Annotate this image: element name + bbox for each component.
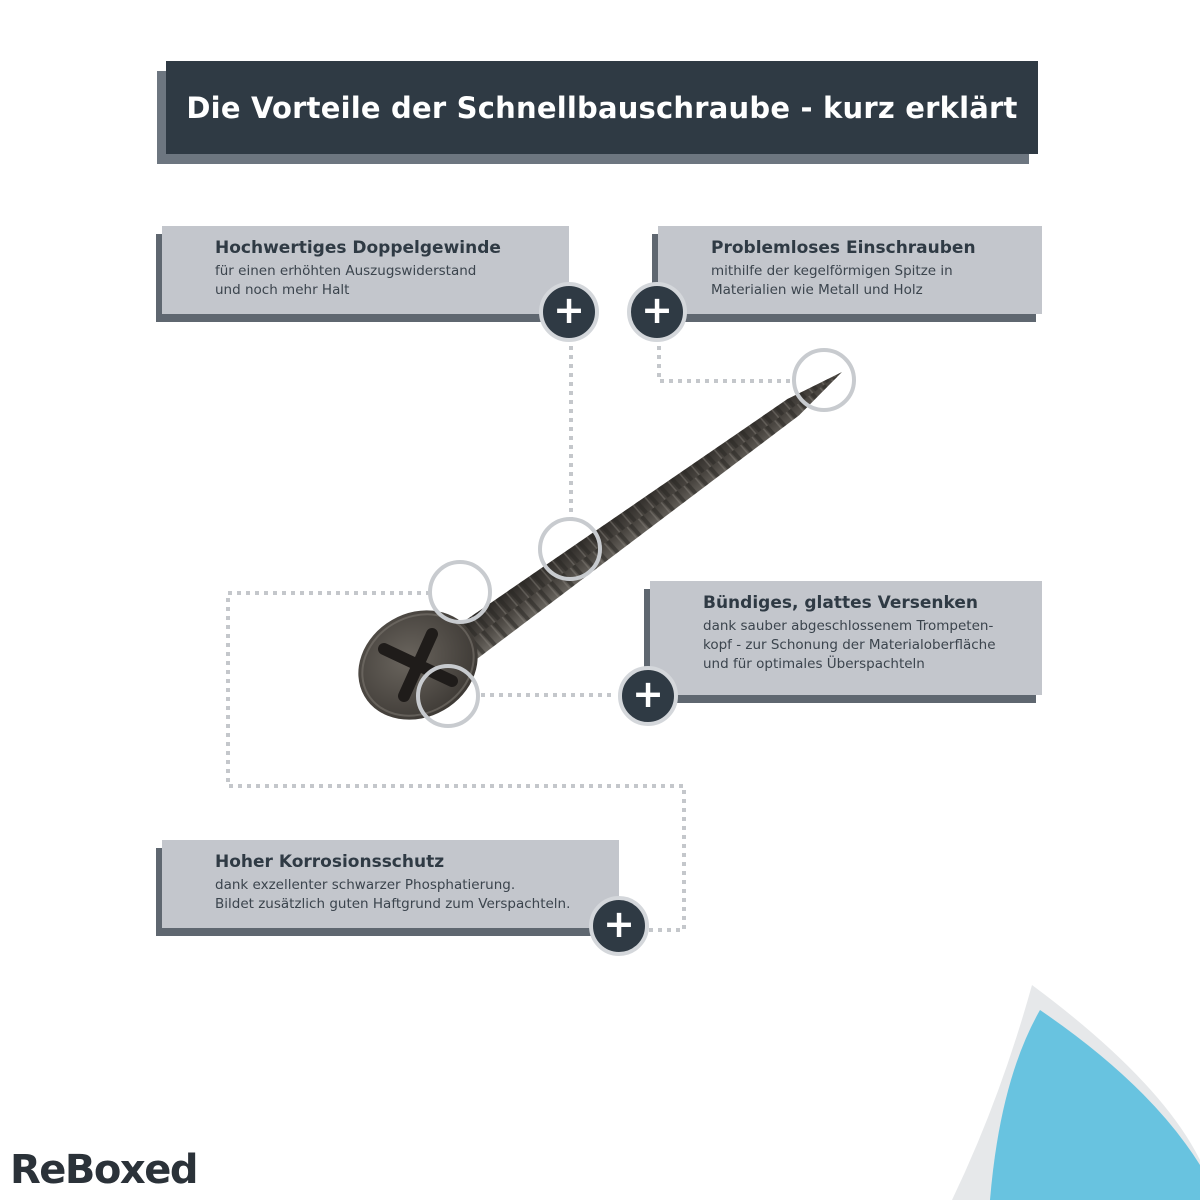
feature-title: Bündiges, glattes Versenken: [703, 593, 979, 613]
feature-line: kopf - zur Schonung der Materialoberfläche: [703, 637, 996, 653]
feature-description: [711, 262, 953, 300]
screw-head: [338, 589, 497, 741]
plus-icon: +: [603, 902, 635, 946]
corner-curl-graphic: [952, 985, 1200, 1200]
feature-description: [703, 617, 996, 674]
expand-flush-countersink-button[interactable]: [618, 666, 678, 726]
expand-corrosion-protection-button[interactable]: [589, 896, 649, 956]
feature-title: Hoher Korrosionsschutz: [215, 852, 445, 872]
feature-title: Problemloses Einschrauben: [711, 238, 976, 258]
feature-line: mithilfe der kegelförmigen Spitze in: [711, 263, 953, 279]
expand-easy-screwing-button[interactable]: [627, 282, 687, 342]
feature-line: Materialien wie Metall und Holz: [711, 282, 923, 298]
feature-title: Hochwertiges Doppelgewinde: [215, 238, 501, 258]
feature-line: dank sauber abgeschlossenem Trompeten-: [703, 618, 994, 634]
plus-icon: +: [641, 288, 673, 332]
page-title: Die Vorteile der Schnellbauschraube - kurz erklärt: [186, 90, 1018, 125]
feature-card-easy-screwing: [658, 226, 1042, 314]
expand-double-thread-button[interactable]: [539, 282, 599, 342]
feature-description: [215, 262, 476, 300]
plus-icon: +: [553, 288, 585, 332]
brand-logo: ReBoxed: [10, 1147, 197, 1193]
feature-line: und für optimales Überspachteln: [703, 656, 925, 672]
feature-card-corrosion-protection: [162, 840, 619, 928]
feature-line: Bildet zusätzlich guten Haftgrund zum Verspachteln.: [215, 896, 571, 912]
feature-description: [215, 876, 570, 914]
feature-line: dank exzellenter schwarzer Phosphatierung.: [215, 877, 516, 893]
feature-card-flush-countersink: [650, 581, 1042, 695]
header-banner: [166, 61, 1038, 154]
plus-icon: +: [632, 672, 664, 716]
feature-line: für einen erhöhten Auszugswiderstand: [215, 263, 477, 279]
feature-line: und noch mehr Halt: [215, 282, 350, 298]
feature-card-double-thread: [162, 226, 569, 314]
